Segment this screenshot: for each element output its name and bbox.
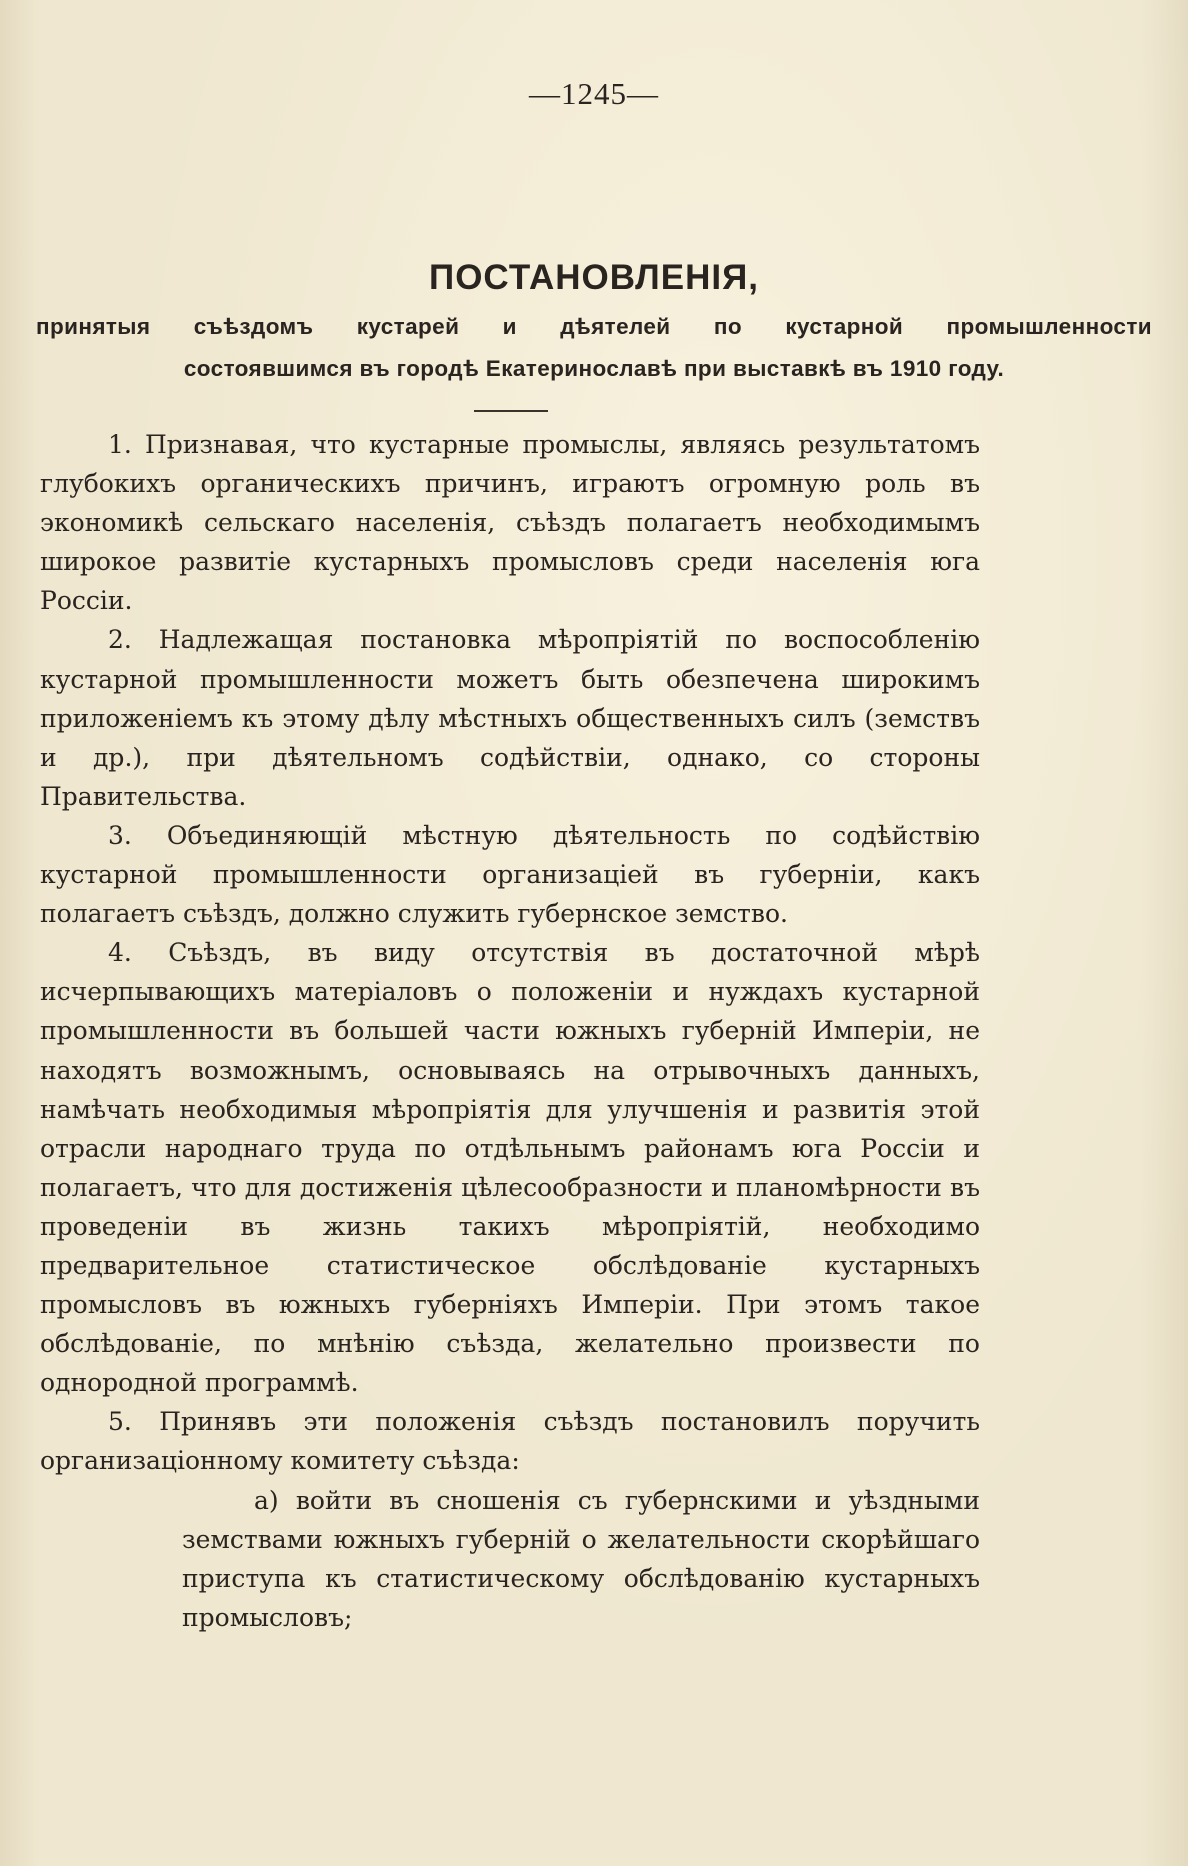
title-divider bbox=[474, 410, 548, 412]
resolutions-body bbox=[40, 425, 980, 1637]
document-title: ПОСТАНОВЛЕНІЯ, bbox=[429, 258, 759, 297]
resolution-subitem-a: а) войти въ сношенія съ губернскими и уѣздными земствами южныхъ губерній о желательности скорѣйшаго приступа къ статистическому обслѣдованію кустарныхъ промысловъ; bbox=[182, 1485, 980, 1632]
resolution-paragraph-3: 3. Объединяющій мѣстную дѣятельность по содѣйствію кустарной промышленности организаціей въ губерніи, какъ полагаетъ съѣздъ, должно служить губернское земство. bbox=[40, 820, 980, 929]
page-number: —1245— bbox=[529, 76, 659, 111]
subtitle-line-2: состоявшимся въ городѣ Екатеринославѣ при выставкѣ въ 1910 году. bbox=[183, 356, 1005, 381]
subtitle-line-1: принятыя съѣздомъ кустарей и дѣятелей по кустарной промышленности bbox=[36, 314, 1152, 339]
resolution-paragraph-1: 1. Признавая, что кустарные промыслы, являясь результатомъ глубокихъ органическихъ причинъ, играютъ огромную роль въ экономикѣ сельскаго населенія, съѣздъ полагаетъ необходимымъ широкое развитіе кустарныхъ промысловъ среди населенія юга Россіи. bbox=[40, 430, 980, 616]
resolution-paragraph-4: 4. Съѣздъ, въ виду отсутствія въ достаточной мѣрѣ исчерпывающихъ матеріаловъ о положеніи и нуждахъ кустарной промышленности въ большей части южныхъ губерній Имперіи, не находятъ возможнымъ, основываясь на отрывочныхъ данныхъ, намѣчать необходимыя мѣропріятія для улучшенія и развитія этой отрасли народнаго труда по отдѣльнымъ районамъ юга Россіи и полагаетъ, что для достиженія цѣлесообразности и планомѣрности въ проведеніи въ жизнь такихъ мѣропріятій, необходимо предварительное статистическое обслѣдованіе кустарныхъ промысловъ въ южныхъ губерніяхъ Имперіи. При этомъ такое обслѣдованіе, по мнѣнію съѣзда, желательно произвести по однородной программѣ. bbox=[40, 938, 980, 1398]
resolution-paragraph-5: 5. Принявъ эти положенія съѣздъ постановилъ поручить организаціонному комитету съѣзда: bbox=[40, 1407, 980, 1476]
resolution-paragraph-2: 2. Надлежащая постановка мѣропріятій по воспособленію кустарной промышленности можетъ быть обезпечена широкимъ приложеніемъ къ этому дѣлу мѣстныхъ общественныхъ силъ (земствъ и др.), при дѣятельномъ содѣйствіи, однако, со стороны Правительства. bbox=[40, 625, 980, 811]
